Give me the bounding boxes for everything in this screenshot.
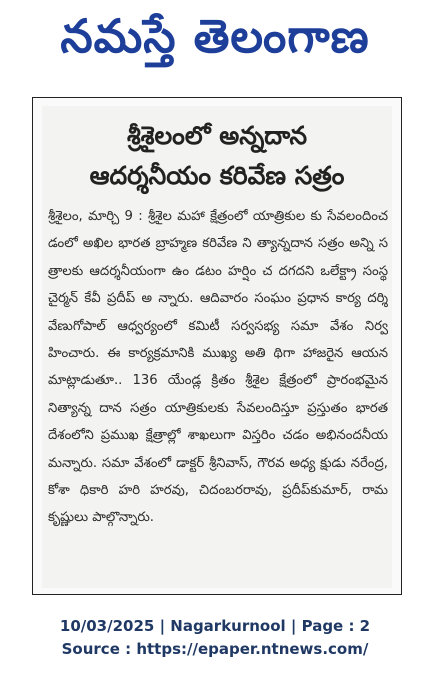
headline-line-2: ఆదర్శనీయం కరివేణ సత్రం — [89, 161, 345, 190]
headline-line-1: శ్రీశైలంలో అన్నదాన — [126, 121, 308, 150]
edition-info: 10/03/2025 | Nagarkurnool | Page : 2 — [59, 617, 371, 635]
article-headline — [42, 116, 392, 196]
newspaper-title: నమస్తే తెలంగాణ — [60, 9, 370, 63]
source-link[interactable]: Source : https://epaper.ntnews.com/ — [61, 640, 369, 658]
article-clipping — [42, 106, 392, 588]
masthead — [0, 0, 430, 72]
article-body: శ్రీశైలం, మార్చి 9 : శ్రీశైల మహా క్షేత్రంలో యాత్రికుల కు సేవలందించడంలో అఖిల భారత బ్రాహ్మణ కరివేణ ని త్యాన్నదాన సత్రం అన్ని సత్రాలకు ఆదర్శనీయంగా ఉం డటం హర్షిం చ దగదని ఒలేక్ట్రా సంస్థ చైర్మన్ కేవీ ప్రదీప్ అ న్నారు. ఆదివారం సంఘం ప్రధాన కార్య దర్శి వేణుగోపాల్ ఆధ్వర్యంలో కమిటీ సర్వసభ్య సమా వేశం నిర్వహించారు. ఈ కార్యక్రమానికి ముఖ్య అతి థిగా హాజరైన ఆయన మాట్లాడుతూ.. 136 యేండ్ల క్రితం శ్రీశైల క్షేత్రంలో ప్రారంభమైన నిత్యాన్న దాన సత్రం యాత్రికులకు సేవలందిస్తూ ప్రస్తుతం భారత దేశంలోని ప్రముఖ క్షేత్రాల్లో శాఖలుగా విస్తరిం చడం అభినందనీయ మన్నారు. సమా వేశంలో డాక్టర్ శ్రీనివాస్, గౌరవ అధ్య క్షుడు నరేంద్ర, కోశా ధికారి హరి హరవు, చిదంబరరావు, ప్రదీప్‌కుమార్, రామకృష్ణులు పాల్గొన్నారు. — [48, 209, 388, 526]
article-frame — [32, 97, 402, 595]
